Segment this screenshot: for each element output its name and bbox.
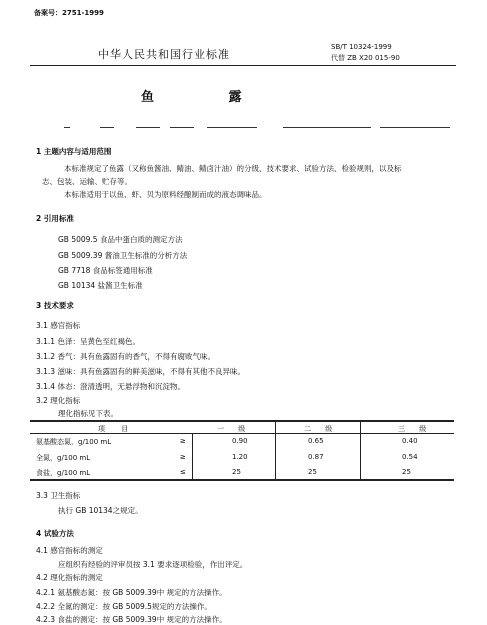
header-rule (30, 65, 456, 66)
reference-item: GB 10134 盐酱卫生标准 (58, 281, 143, 290)
table-top-rule (30, 420, 454, 422)
header-grade-2: 二 级 (304, 425, 333, 433)
clause-3-3-text: 执行 GB 10134之规定。 (58, 506, 143, 515)
table-row-grade-2: 25 (308, 468, 317, 476)
section-4-heading: 4 试验方法 (36, 529, 74, 538)
clause-3-1-4: 3.1.4 体态：澄清透明，无悬浮物和沉淀物。 (36, 382, 185, 391)
standard-title: 中华人民共和国行业标准 (98, 48, 230, 61)
section-1-paragraph-1-cont: 志、包装、运输、贮存等。 (42, 177, 132, 186)
header-grade-1: 一 级 (217, 425, 246, 433)
table-row-comparator: ≥ (180, 437, 186, 445)
table-row-grade-3: 25 (402, 468, 411, 476)
section-1-paragraph-2: 本标准适用于以鱼、虾、贝为原料经酿制而成的液态调味品。 (64, 190, 267, 199)
clause-3-1-1: 3.1.1 色泽：呈黄色至红褐色。 (36, 337, 140, 346)
table-row-grade-3: 0.40 (402, 437, 418, 445)
record-number: 备案号：2751-1999 (34, 9, 104, 17)
clause-4-2-1: 4.2.1 氨基酸态氮：按 GB 5009.39中 规定的方法操作。 (36, 588, 227, 597)
clause-4-2: 4.2 理化指标的测定 (36, 573, 103, 582)
clause-4-1: 4.1 感官指标的测定 (36, 546, 103, 555)
reference-item: GB 5009.39 酱油卫生标准的分析方法 (58, 251, 188, 260)
table-row-grade-1: 0.90 (232, 437, 248, 445)
table-row-item: 氨基酸态氮，g/100 mL (36, 438, 112, 446)
table-row-comparator: ≤ (180, 468, 186, 476)
table-row-comparator: ≥ (180, 453, 186, 461)
table-column-divider (192, 433, 193, 479)
table-header-rule (30, 433, 454, 434)
table-column-divider (275, 421, 276, 479)
clause-4-2-2: 4.2.2 全氮的测定：按 GB 5009.5规定的方法操作。 (36, 602, 212, 611)
reference-item: GB 5009.5 食品中蛋白质的测定方法 (58, 235, 183, 244)
clause-3-1: 3.1 感官指标 (36, 321, 81, 330)
clause-4-1-text: 应组织有经验的评审员按 3.1 要求逐项检验，作出评定。 (58, 560, 248, 569)
table-row-grade-1: 1.20 (232, 453, 248, 461)
section-1-heading: 1 主题内容与适用范围 (36, 147, 112, 156)
clause-4-2-3: 4.2.3 食盐的测定：按 GB 5009.39中 规定的方法操作。 (36, 615, 227, 624)
header-item: 项 目 (98, 425, 129, 433)
clause-3-2-text: 理化指标见下表。 (58, 409, 118, 418)
table-bottom-rule (30, 479, 454, 481)
section-3-heading: 3 技术要求 (36, 301, 74, 310)
document-title: 鱼 露 (141, 90, 242, 105)
table-row-item: 全氮，g/100 mL (36, 454, 91, 462)
clause-3-1-3: 3.1.3 滋味：具有鱼露固有的鲜美滋味，不得有其他不良异味。 (36, 367, 245, 376)
standard-number: SB/T 10324-1999 (331, 43, 392, 51)
section-1-paragraph-1: 本标准规定了鱼露（又称鱼酱油、鲭油、鲭卤汁油）的分级、技术要求、试验方法、检验规则，以及标 (64, 164, 402, 173)
table-row-grade-3: 0.54 (402, 453, 418, 461)
table-row-item: 食盐，g/100 mL (36, 469, 91, 477)
replaced-standard-number: 代替 ZB X20 015-90 (331, 54, 400, 62)
reference-item: GB 7718 食品标签通用标准 (58, 266, 153, 275)
table-column-divider (360, 421, 361, 479)
clause-3-3: 3.3 卫生指标 (36, 491, 81, 500)
table-row-grade-2: 0.65 (308, 437, 324, 445)
section-2-heading: 2 引用标准 (36, 214, 74, 223)
clause-3-2: 3.2 理化指标 (36, 396, 81, 405)
clause-3-1-2: 3.1.2 香气：具有鱼露固有的香气，不得有腐败气味。 (36, 352, 215, 361)
header-grade-3: 三 级 (398, 425, 427, 433)
table-row-grade-1: 25 (232, 468, 241, 476)
table-row-grade-2: 0.87 (308, 453, 324, 461)
